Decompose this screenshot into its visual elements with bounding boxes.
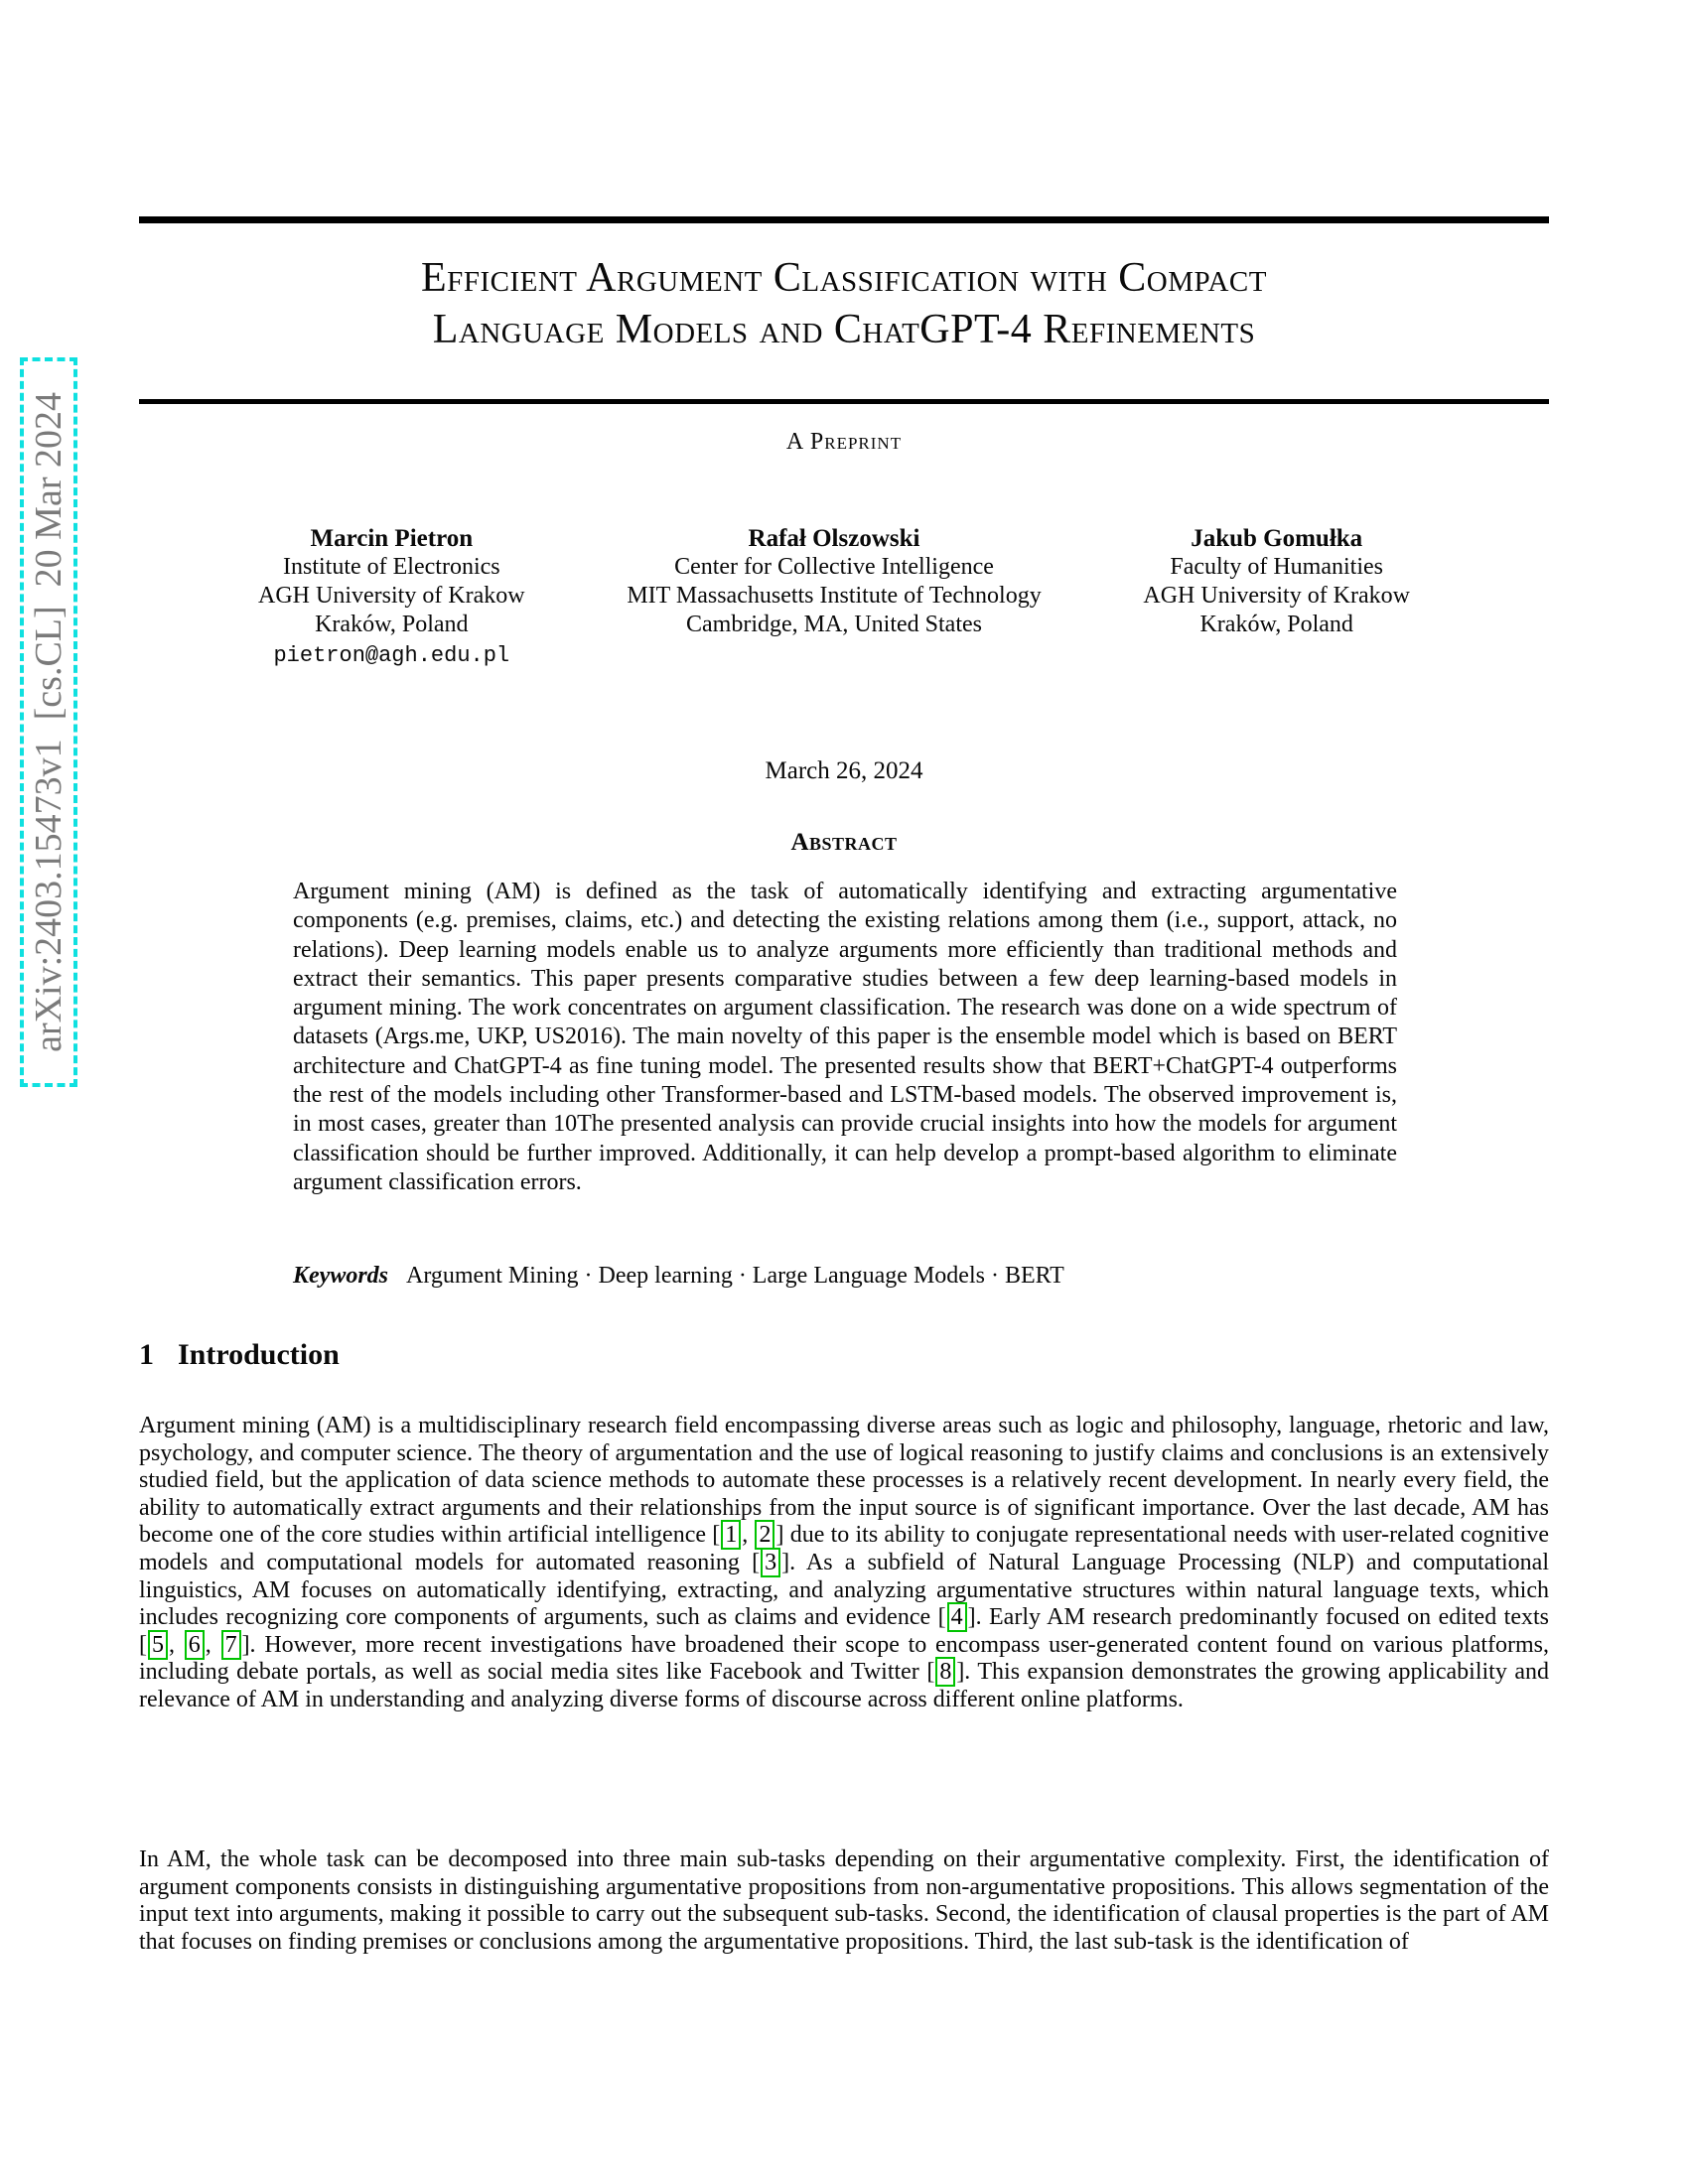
keywords-text: Argument Mining · Deep learning · Large Language Models · BERT	[406, 1263, 1064, 1289]
author-block	[1143, 524, 1410, 670]
author-affiliation-line: Kraków, Poland	[1199, 612, 1353, 637]
citation-link[interactable]: 3	[761, 1548, 780, 1577]
introduction-paragraph-1: Argument mining (AM) is a multidisciplinary research field encompassing diverse areas such as logic and philosophy, language, rhetoric and law, psychology, and computer science. The theory of argumentation and the use of logical reasoning to justify claims and conclusions is an extensively studied field, but the application of data science methods to automate these processes is a relatively recent development. In nearly every field, the ability to automatically extract arguments and their relationships from the input source is of significant importance. Over the last decade, AM has become one of the core studies within artificial intelligence [ 1 , 2 ] due to its ability to conjugate representational needs with user-related cognitive models and computational models for automated reasoning [ 3 ]. As a subfield of Natural Language Processing (NLP) and computational linguistics, AM focuses on automatically identifying, extracting, and analyzing argumentative structures within natural language texts, which includes recognizing core components of arguments, such as claims and evidence [ 4 ]. Early AM research predominantly focused on edited texts [ 5 , 6 , 7 ]. However, more recent investigations have broadened their scope to encompass user-generated content found on various platforms, including debate portals, as well as social media sites like Facebook and Twitter [ 8 ]. This expansion demonstrates the growing applicability and relevance of AM in understanding and analyzing diverse forms of discourse across different online platforms.	[139, 1413, 1550, 1712]
paper-title	[139, 252, 1549, 355]
section-title: Introduction	[178, 1338, 340, 1371]
citation-link[interactable]: 4	[947, 1602, 967, 1632]
keywords-line	[293, 1263, 1397, 1290]
abstract-text: Argument mining (AM) is defined as the task of automatically identifying and extracting argumentative components (e.g. premises, claims, etc.) and detecting the existing relations among them (i.e., support, attack, no relations). Deep learning models enable us to analyze arguments more efficiently than traditional methods and extract their semantics. This paper presents comparative studies between a few deep learning-based models in argument mining. The work concentrates on argument classification. The research was done on a wide spectrum of datasets (Args.me, UKP, US2016). The main novelty of this paper is the ensemble model which is based on BERT architecture and ChatGPT-4 as fine tuning model. The presented results show that BERT+ChatGPT-4 outperforms the rest of the models including other Transformer-based and LSTM-based models. The observed improvement is, in most cases, greater than 10The presented analysis can provide crucial insights into how the models for argument classification should be further improved. Additionally, it can help develop a prompt-based algorithm to eliminate argument classification errors.	[293, 879, 1397, 1195]
author-affiliation-line: Institute of Electronics	[283, 554, 500, 580]
author-affiliation-line: Cambridge, MA, United States	[686, 612, 982, 637]
citation-link[interactable]: 7	[221, 1630, 241, 1660]
author-email[interactable]: pietron@agh.edu.pl	[273, 643, 510, 668]
author-block	[627, 524, 1041, 670]
author-affiliation-line: Faculty of Humanities	[1170, 554, 1383, 580]
citation-link[interactable]: 1	[721, 1520, 741, 1550]
citation-link[interactable]: 5	[148, 1630, 168, 1660]
citation-link[interactable]: 2	[755, 1520, 774, 1550]
author-name: Marcin Pietron	[310, 525, 474, 552]
introduction-paragraph-2: In AM, the whole task can be decomposed into three main sub-tasks depending on their argumentative complexity. First, the identification of argument components consists in distinguishing argumentative propositions from non-argumentative propositions. This allows segmentation of the input text into arguments, making it possible to carry out the subsequent sub-tasks. Second, the identification of clausal properties is the part of AM that focuses on finding premises or conclusions among the argumentative propositions. Third, the last sub-task is the identification of	[139, 1846, 1549, 1955]
arxiv-identifier: arXiv:2403.15473v1 [cs.CL] 20 Mar 2024	[28, 392, 70, 1052]
citation-link[interactable]: 6	[185, 1630, 205, 1660]
author-block	[258, 524, 525, 670]
author-affiliation-line: AGH University of Krakow	[1143, 583, 1410, 609]
author-affiliation-line: Center for Collective Intelligence	[674, 554, 994, 580]
citation-link[interactable]: 8	[935, 1657, 955, 1687]
author-affiliation-line: AGH University of Krakow	[258, 583, 525, 609]
preprint-label: A Preprint	[785, 429, 903, 455]
keywords-label: Keywords	[293, 1263, 388, 1289]
paper-title-line1: Efficient Argument Classification with Compact	[421, 255, 1267, 301]
author-name: Jakub Gomułka	[1191, 525, 1363, 552]
authors-row	[258, 524, 1410, 670]
section-number: 1	[139, 1338, 154, 1371]
author-affiliation-line: Kraków, Poland	[315, 612, 469, 637]
abstract-heading: Abstract	[790, 829, 898, 856]
title-rule-bottom	[139, 399, 1549, 404]
author-name: Rafał Olszowski	[748, 525, 920, 552]
title-rule-top	[139, 216, 1549, 223]
paper-date: March 26, 2024	[765, 757, 923, 784]
paper-title-line2: Language Models and ChatGPT-4 Refinements	[432, 307, 1256, 352]
section-heading-introduction	[139, 1338, 1549, 1372]
author-affiliation-line: MIT Massachusetts Institute of Technology	[627, 583, 1042, 609]
arxiv-stamp	[20, 357, 77, 1087]
